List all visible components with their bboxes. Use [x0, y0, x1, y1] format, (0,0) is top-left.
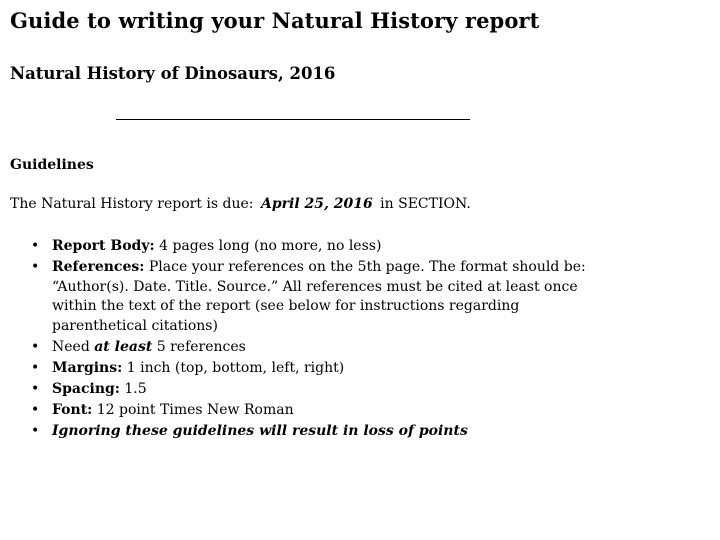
due-line-prefix: The Natural History report is due: [10, 196, 254, 212]
guideline-label: Spacing: [52, 380, 120, 397]
guidelines-list [26, 237, 586, 443]
bullet-icon: • [31, 238, 40, 254]
due-line-suffix: in SECTION. [380, 196, 471, 212]
guideline-text: 1.5 [119, 380, 147, 397]
guideline-item-margins [26, 359, 586, 379]
guideline-item-reference-count [26, 338, 586, 358]
due-date-line [10, 196, 471, 212]
due-date: April 25, 2016 [260, 196, 373, 212]
guideline-text: 12 point Times New Roman [92, 401, 294, 418]
guideline-item-spacing [26, 380, 586, 400]
bullet-icon: • [31, 380, 40, 397]
guideline-label: Report Body: [52, 238, 155, 254]
guideline-text: Place your references on the 5th page. The format should be: “Author(s). Date. Title. Source.” All references must be cited at least once within the text of the report (see below for instructions regarding parenthetical citations) [52, 259, 586, 334]
course-title: Natural History of Dinosaurs, 2016 [10, 64, 336, 83]
bullet-icon: • [31, 359, 40, 376]
document-title: Guide to writing your Natural History report [10, 8, 540, 33]
guideline-item-warning [26, 422, 586, 442]
guideline-text: 1 inch (top, bottom, left, right) [122, 359, 345, 376]
bullet-icon: • [31, 338, 40, 355]
bullet-icon: • [31, 422, 40, 439]
guideline-text-post: 5 references [152, 338, 246, 355]
guideline-label: Margins: [52, 359, 123, 376]
guideline-item-references [26, 258, 586, 336]
guideline-text: 4 pages long (no more, no less) [154, 238, 382, 254]
guideline-warning: Ignoring these guidelines will result in loss of points [52, 422, 468, 439]
horizontal-divider [116, 119, 470, 120]
section-heading: Guidelines [10, 157, 94, 173]
guideline-label: Font: [52, 401, 93, 418]
guideline-label: References: [52, 259, 145, 275]
guideline-text-pre: Need [52, 338, 95, 355]
guideline-emphasis: at least [94, 338, 153, 355]
guideline-item-report-body [26, 237, 586, 257]
bullet-icon: • [31, 259, 40, 275]
bullet-icon: • [31, 401, 40, 418]
guideline-item-font [26, 401, 586, 421]
